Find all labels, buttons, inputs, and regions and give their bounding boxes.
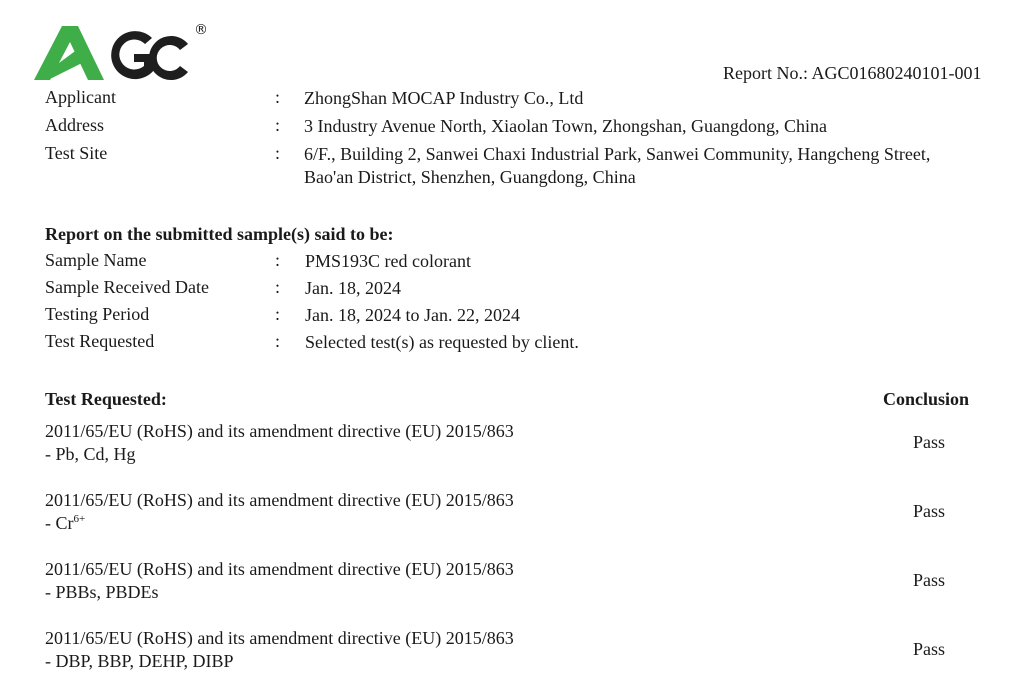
- received-date-value: Jan. 18, 2024: [305, 278, 401, 298]
- test-site-line2: Bao'an District, Shenzhen, Guangdong, China: [304, 167, 636, 187]
- test-scope: - PBBs, PBDEs: [45, 582, 159, 602]
- conclusion-heading: Conclusion: [883, 389, 970, 409]
- test-scope: [45, 513, 85, 534]
- test-result: Pass: [913, 570, 946, 590]
- test-item: [45, 628, 995, 678]
- colon: :: [275, 115, 281, 135]
- test-item: [45, 559, 995, 609]
- applicant-row: [45, 87, 1010, 115]
- sample-name-value: PMS193C red colorant: [305, 251, 471, 271]
- test-requested-label: Test Requested: [45, 331, 155, 351]
- applicant-label: Applicant: [45, 87, 116, 107]
- testing-period-label: Testing Period: [45, 304, 150, 324]
- colon: :: [275, 277, 281, 297]
- testing-period-row: [45, 304, 1010, 331]
- colon: :: [275, 87, 281, 107]
- test-directive: 2011/65/EU (RoHS) and its amendment directive (EU) 2015/863: [45, 421, 514, 441]
- test-result: Pass: [913, 639, 946, 659]
- colon: :: [275, 304, 281, 324]
- test-result: Pass: [913, 432, 946, 452]
- applicant-value: ZhongShan MOCAP Industry Co., Ltd: [304, 88, 584, 108]
- received-date-row: [45, 277, 1010, 304]
- test-requested-row: [45, 331, 1010, 358]
- colon: :: [275, 250, 281, 270]
- test-site-line1: 6/F., Building 2, Sanwei Chaxi Industrial Park, Sanwei Community, Hangcheng Street,: [304, 144, 931, 164]
- test-requested-value: Selected test(s) as requested by client.: [305, 332, 579, 352]
- report-number: Report No.: AGC01680240101-001: [723, 63, 982, 83]
- colon: :: [275, 143, 281, 163]
- colon: :: [275, 331, 281, 351]
- test-scope: - DBP, BBP, DEHP, DIBP: [45, 651, 234, 671]
- applicant-info: [45, 87, 1010, 193]
- sample-info: [45, 250, 1010, 358]
- address-label: Address: [45, 115, 104, 135]
- sample-heading: Report on the submitted sample(s) said to be:: [45, 224, 394, 244]
- sample-name-label: Sample Name: [45, 250, 147, 270]
- test-scope: - Pb, Cd, Hg: [45, 444, 136, 464]
- test-site-value: [304, 143, 930, 189]
- test-scope-text: - Cr: [45, 513, 74, 533]
- address-value: 3 Industry Avenue North, Xiaolan Town, Zhongshan, Guangdong, China: [304, 116, 828, 136]
- svg-text:®: ®: [194, 22, 208, 38]
- tests-heading: Test Requested:: [45, 389, 167, 409]
- testing-period-value: Jan. 18, 2024 to Jan. 22, 2024: [305, 305, 520, 325]
- agc-logo: [34, 18, 209, 84]
- test-directive: 2011/65/EU (RoHS) and its amendment directive (EU) 2015/863: [45, 490, 514, 510]
- received-date-label: Sample Received Date: [45, 277, 209, 297]
- test-site-label: Test Site: [45, 143, 108, 163]
- test-item: [45, 421, 995, 471]
- address-row: [45, 115, 1010, 143]
- sample-name-row: [45, 250, 1010, 277]
- test-directive: 2011/65/EU (RoHS) and its amendment directive (EU) 2015/863: [45, 559, 514, 579]
- test-directive: 2011/65/EU (RoHS) and its amendment directive (EU) 2015/863: [45, 628, 514, 648]
- test-result: Pass: [913, 501, 946, 521]
- test-scope-superscript: 6+: [73, 513, 86, 525]
- test-site-row: [45, 143, 1010, 193]
- test-item: [45, 490, 995, 540]
